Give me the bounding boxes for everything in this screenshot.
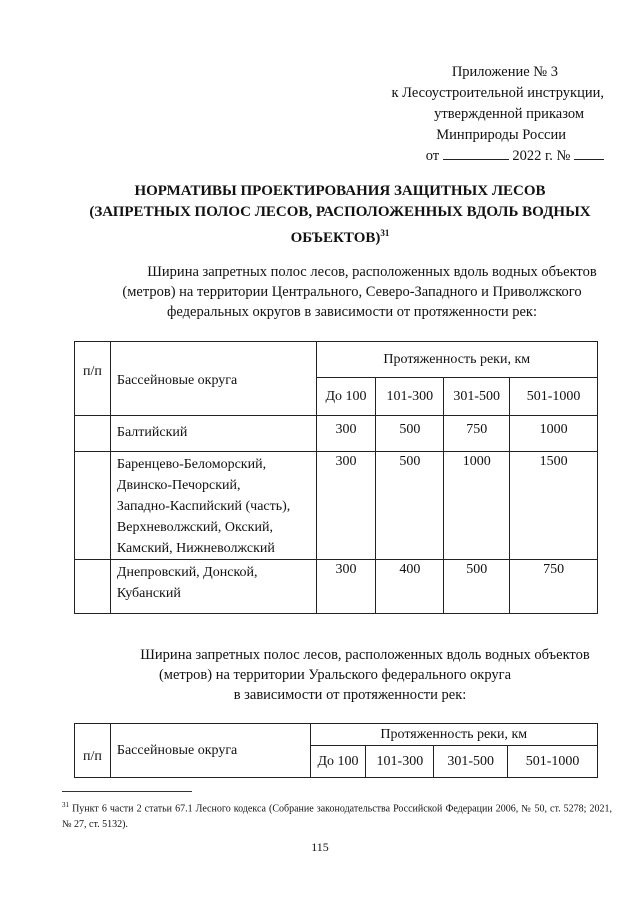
- basin-name: Днепровский, Донской, Кубанский: [110, 560, 316, 614]
- value-cell: 300: [316, 560, 376, 614]
- col-header-101-300: 101-300: [366, 746, 434, 778]
- value-cell: 300: [316, 452, 376, 560]
- row-num: [75, 452, 111, 560]
- section2-line-2: (метров) на территории Уральского федерального округа: [158, 667, 512, 683]
- table-ural-district: [74, 723, 598, 778]
- basin-name: Баренцево-Беломорский, Двинско-Печорский, Западно-Каспийский (часть), Верхневолжский, Окский, Камский, Нижневолжский: [110, 452, 316, 560]
- value-cell: 500: [376, 452, 444, 560]
- appendix-header: [344, 62, 604, 167]
- table-row: [75, 560, 598, 614]
- title-line-3: ОБЪЕКТОВ)$^{31}$: [290, 228, 390, 246]
- row-num: [75, 416, 111, 452]
- section1-line-2: (метров) на территории Центрального, Северо-Западного и Приволжского: [122, 284, 582, 300]
- col-header-501-1000: 501-1000: [510, 378, 598, 416]
- title-footnote-ref: 31: [380, 228, 390, 238]
- section2-caption: [80, 645, 620, 705]
- value-cell: 500: [376, 416, 444, 452]
- col-group-header: Протяженность реки, км: [316, 342, 597, 378]
- col-header-100: До 100: [310, 746, 366, 778]
- value-cell: 1000: [444, 452, 510, 560]
- appendix-instruction: к Лесоустроительной инструкции,: [391, 85, 604, 101]
- col-group-header: Протяженность реки, км: [310, 724, 597, 746]
- basin-name: Балтийский: [110, 416, 316, 452]
- appendix-number: Приложение № 3: [451, 64, 558, 80]
- title-line-1: НОРМАТИВЫ ПРОЕКТИРОВАНИЯ ЗАЩИТНЫХ ЛЕСОВ: [134, 183, 546, 199]
- footnote-divider: [62, 791, 192, 792]
- appendix-ministry: Минприроды России: [436, 127, 566, 143]
- section2-line-1: Ширина запретных полос лесов, расположенных вдоль водных объектов: [140, 647, 590, 663]
- value-cell: 400: [376, 560, 444, 614]
- col-header-301-500: 301-500: [434, 746, 508, 778]
- page-title: [70, 181, 610, 249]
- section1-line-3: федеральных округов в зависимости от протяженности рек:: [167, 304, 537, 320]
- section2-line-3: в зависимости от протяженности рек:: [233, 687, 467, 703]
- col-basin-header: Бассейновые округа: [110, 724, 310, 778]
- col-header-301-500: 301-500: [444, 378, 510, 416]
- number-blank: [574, 159, 604, 160]
- title-line-2: (ЗАПРЕТНЫХ ПОЛОС ЛЕСОВ, РАСПОЛОЖЕННЫХ ВДОЛЬ ВОДНЫХ: [89, 204, 591, 220]
- section1-caption: [82, 262, 622, 322]
- footnote-number: 31: [62, 801, 69, 809]
- appendix-date-year: 2022 г. №: [512, 148, 571, 164]
- col-header-501-1000: 501-1000: [508, 746, 598, 778]
- footnote: [62, 797, 612, 833]
- table-row: [75, 416, 598, 452]
- appendix-date-prefix: от: [425, 148, 440, 164]
- value-cell: 750: [510, 560, 598, 614]
- value-cell: 750: [444, 416, 510, 452]
- date-blank: [443, 159, 509, 160]
- value-cell: 1500: [510, 452, 598, 560]
- section1-line-1: Ширина запретных полос лесов, расположенных вдоль водных объектов: [147, 264, 597, 280]
- page-number: 115: [311, 840, 329, 854]
- value-cell: 1000: [510, 416, 598, 452]
- footnote-text: Пункт 6 части 2 статьи 67.1 Лесного кодекса (Собрание законодательства Российской Федерации 2006, № 50, ст. 5278; 2021, № 27, ст. 5132).: [62, 803, 612, 831]
- value-cell: 300: [316, 416, 376, 452]
- row-num: [75, 560, 111, 614]
- col-header-100: До 100: [316, 378, 376, 416]
- appendix-approved: утвержденной приказом: [434, 106, 584, 122]
- appendix-date-line: [344, 146, 604, 167]
- col-num-header: п/п: [75, 342, 111, 416]
- table-row: [75, 452, 598, 560]
- col-header-101-300: 101-300: [376, 378, 444, 416]
- value-cell: 500: [444, 560, 510, 614]
- table-central-districts: [74, 341, 598, 614]
- col-basin-header: Бассейновые округа: [110, 342, 316, 416]
- col-num-header: п/п: [75, 724, 111, 778]
